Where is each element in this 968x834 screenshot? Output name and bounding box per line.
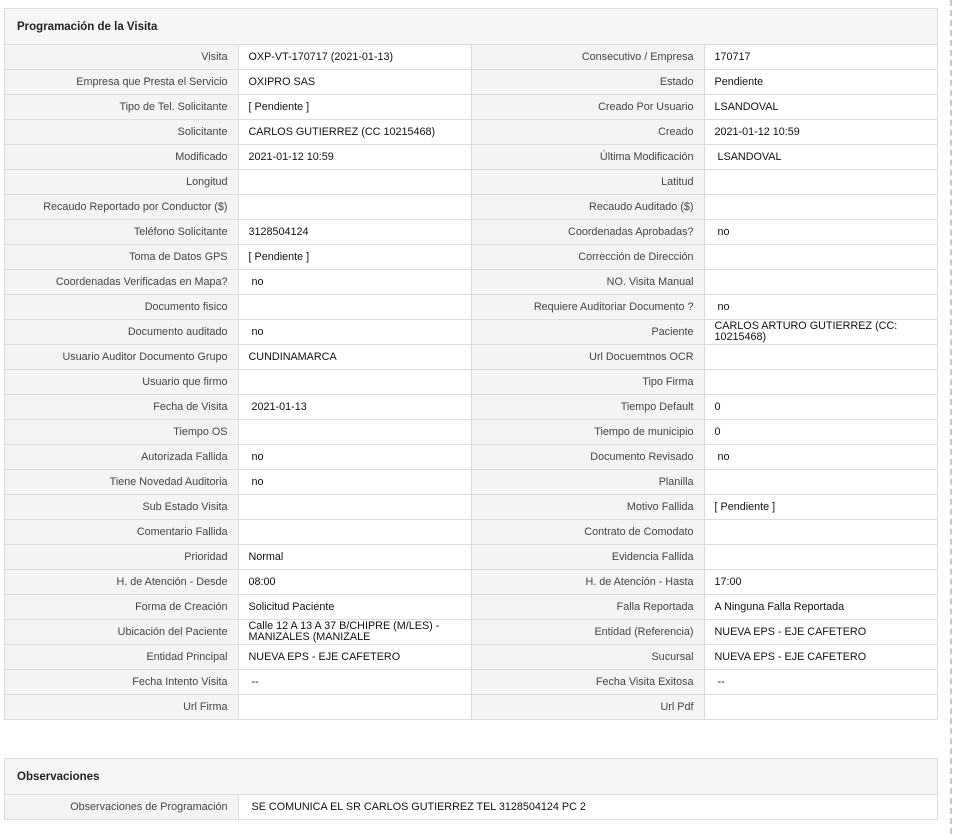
field-value: no [704, 295, 937, 320]
field-label: Sucursal [471, 645, 704, 670]
table-row [5, 445, 937, 470]
page-dashed-divider [950, 0, 952, 834]
table-row [5, 320, 937, 345]
field-value [238, 170, 471, 195]
field-value: no [238, 320, 471, 345]
table-row [5, 795, 937, 819]
programacion-table-body [5, 45, 937, 719]
field-value: 0 [704, 395, 937, 420]
field-value [238, 195, 471, 220]
field-value [704, 170, 937, 195]
field-label: Toma de Datos GPS [5, 245, 238, 270]
table-row [5, 145, 937, 170]
field-value [704, 370, 937, 395]
field-label: Fecha Visita Exitosa [471, 670, 704, 695]
field-label: Url Firma [5, 695, 238, 720]
field-value [704, 345, 937, 370]
field-label: Recaudo Auditado ($) [471, 195, 704, 220]
table-row [5, 195, 937, 220]
field-value: 08:00 [238, 570, 471, 595]
field-value: 0 [704, 420, 937, 445]
table-row [5, 245, 937, 270]
field-label: Prioridad [5, 545, 238, 570]
field-label: Usuario que firmo [5, 370, 238, 395]
field-value: OXIPRO SAS [238, 70, 471, 95]
field-value: no [704, 220, 937, 245]
field-value: -- [238, 670, 471, 695]
field-label: Entidad Principal [5, 645, 238, 670]
field-value: Calle 12 A 13 A 37 B/CHIPRE (M/LES) - MANIZALES (MANIZALE [238, 620, 471, 645]
field-label: Latitud [471, 170, 704, 195]
field-label: Requiere Auditoriar Documento ? [471, 295, 704, 320]
field-label: Coordenadas Aprobadas? [471, 220, 704, 245]
field-value: CUNDINAMARCA [238, 345, 471, 370]
programacion-panel [4, 8, 938, 720]
field-label: Observaciones de Programación [5, 795, 238, 819]
field-label: Falla Reportada [471, 595, 704, 620]
field-value: NUEVA EPS - EJE CAFETERO [238, 645, 471, 670]
table-row [5, 370, 937, 395]
field-value: Normal [238, 545, 471, 570]
field-value: Solicitud Paciente [238, 595, 471, 620]
field-value: 170717 [704, 45, 937, 70]
table-row [5, 520, 937, 545]
table-row [5, 420, 937, 445]
field-label: Usuario Auditor Documento Grupo [5, 345, 238, 370]
field-value [238, 295, 471, 320]
field-value: 3128504124 [238, 220, 471, 245]
field-value [238, 370, 471, 395]
field-value: CARLOS ARTURO GUTIERREZ (CC: 10215468) [704, 320, 937, 345]
field-label: Url Docuemtnos OCR [471, 345, 704, 370]
observaciones-panel [4, 758, 938, 820]
table-row [5, 170, 937, 195]
field-label: Longitud [5, 170, 238, 195]
field-label: Creado Por Usuario [471, 95, 704, 120]
field-label: Documento Revisado [471, 445, 704, 470]
field-label: Documento auditado [5, 320, 238, 345]
field-value: A Ninguna Falla Reportada [704, 595, 937, 620]
programacion-table [5, 45, 937, 719]
field-value: CARLOS GUTIERREZ (CC 10215468) [238, 120, 471, 145]
table-row [5, 595, 937, 620]
table-row [5, 545, 937, 570]
field-value: 2021-01-12 10:59 [238, 145, 471, 170]
field-label: Sub Estado Visita [5, 495, 238, 520]
table-row [5, 70, 937, 95]
field-label: Tiene Novedad Auditoria [5, 470, 238, 495]
field-value: LSANDOVAL [704, 95, 937, 120]
field-value [704, 545, 937, 570]
field-label: Creado [471, 120, 704, 145]
table-row [5, 670, 937, 695]
field-label: NO. Visita Manual [471, 270, 704, 295]
field-value: SE COMUNICA EL SR CARLOS GUTIERREZ TEL 3128504124 PC 2 [238, 795, 937, 819]
table-row [5, 470, 937, 495]
table-row [5, 645, 937, 670]
field-value: 2021-01-12 10:59 [704, 120, 937, 145]
field-value: -- [704, 670, 937, 695]
field-label: Fecha de Visita [5, 395, 238, 420]
table-row [5, 345, 937, 370]
field-value: NUEVA EPS - EJE CAFETERO [704, 645, 937, 670]
field-label: Documento fisico [5, 295, 238, 320]
field-value: no [238, 270, 471, 295]
field-value: 17:00 [704, 570, 937, 595]
field-value: no [238, 445, 471, 470]
field-value: [ Pendiente ] [704, 495, 937, 520]
observaciones-title: Observaciones [5, 759, 937, 795]
field-label: Tiempo OS [5, 420, 238, 445]
table-row [5, 95, 937, 120]
field-value [704, 195, 937, 220]
table-row [5, 220, 937, 245]
field-label: Coordenadas Verificadas en Mapa? [5, 270, 238, 295]
table-row [5, 695, 937, 720]
field-label: Contrato de Comodato [471, 520, 704, 545]
field-label: Tipo Firma [471, 370, 704, 395]
field-value [704, 245, 937, 270]
field-value [238, 420, 471, 445]
field-label: Comentario Fallida [5, 520, 238, 545]
field-label: Forma de Creación [5, 595, 238, 620]
field-value [704, 270, 937, 295]
field-value: [ Pendiente ] [238, 95, 471, 120]
field-label: Consecutivo / Empresa [471, 45, 704, 70]
field-value [704, 470, 937, 495]
field-label: Visita [5, 45, 238, 70]
field-value: [ Pendiente ] [238, 245, 471, 270]
field-value [238, 495, 471, 520]
table-row [5, 295, 937, 320]
field-label: Url Pdf [471, 695, 704, 720]
field-label: Solicitante [5, 120, 238, 145]
table-row [5, 45, 937, 70]
table-row [5, 270, 937, 295]
field-value: NUEVA EPS - EJE CAFETERO [704, 620, 937, 645]
field-label: Evidencia Fallida [471, 545, 704, 570]
field-value: LSANDOVAL [704, 145, 937, 170]
field-value [704, 695, 937, 720]
field-value [238, 520, 471, 545]
programacion-title: Programación de la Visita [5, 9, 937, 45]
table-row [5, 570, 937, 595]
field-label: Autorizada Fallida [5, 445, 238, 470]
field-value: OXP-VT-170717 (2021-01-13) [238, 45, 471, 70]
field-label: Empresa que Presta el Servicio [5, 70, 238, 95]
field-label: Ubicación del Paciente [5, 620, 238, 645]
field-label: H. de Atención - Desde [5, 570, 238, 595]
field-label: Tipo de Tel. Solicitante [5, 95, 238, 120]
field-label: Modificado [5, 145, 238, 170]
field-value: no [238, 470, 471, 495]
field-label: Paciente [471, 320, 704, 345]
field-label: Motivo Fallida [471, 495, 704, 520]
field-label: Planilla [471, 470, 704, 495]
table-row [5, 120, 937, 145]
table-row [5, 395, 937, 420]
field-label: Entidad (Referencia) [471, 620, 704, 645]
field-label: Estado [471, 70, 704, 95]
table-row [5, 495, 937, 520]
observaciones-table [5, 795, 937, 819]
field-value [704, 520, 937, 545]
field-label: Última Modificación [471, 145, 704, 170]
field-label: Recaudo Reportado por Conductor ($) [5, 195, 238, 220]
field-label: Tiempo de municipio [471, 420, 704, 445]
field-label: Corrección de Dirección [471, 245, 704, 270]
field-value: 2021-01-13 [238, 395, 471, 420]
field-label: Fecha Intento Visita [5, 670, 238, 695]
field-value: no [704, 445, 937, 470]
field-value: Pendiente [704, 70, 937, 95]
field-label: H. de Atención - Hasta [471, 570, 704, 595]
field-label: Tiempo Default [471, 395, 704, 420]
table-row [5, 620, 937, 645]
field-label: Teléfono Solicitante [5, 220, 238, 245]
field-value [238, 695, 471, 720]
